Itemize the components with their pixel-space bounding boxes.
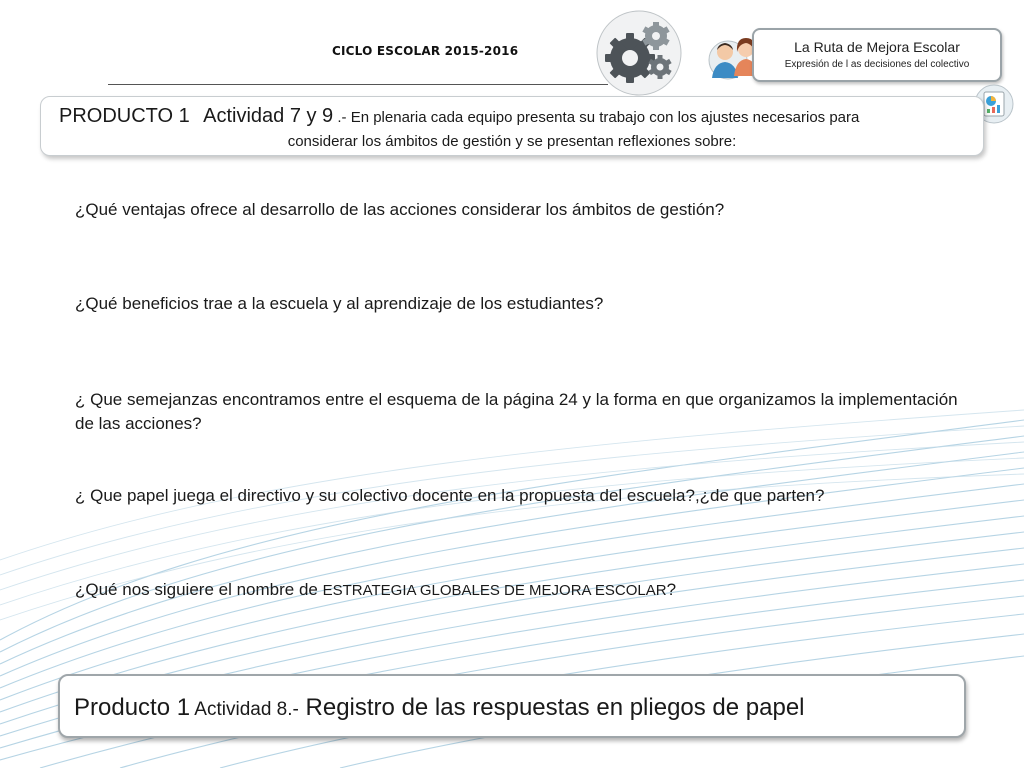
activity-description-line2: considerar los ámbitos de gestión y se presentan reflexiones sobre:	[287, 133, 737, 150]
activity-banner	[40, 96, 984, 156]
question-3: ¿ Que semejanzas encontramos entre el esquema de la página 24 y la forma en que organizamos la implementación de las acciones?	[75, 390, 958, 433]
program-brand-subtitle: Expresión de l as decisiones del colectivo	[784, 59, 970, 70]
question-5	[75, 578, 975, 603]
school-cycle-label: CICLO ESCOLAR 2015-2016	[332, 44, 519, 58]
footer-activity-text	[74, 694, 805, 722]
question-2: ¿Qué beneficios trae a la escuela y al aprendizaje de los estudiantes?	[75, 294, 604, 313]
gears-icon	[596, 10, 682, 96]
question-5-end: ?	[666, 580, 677, 599]
product-label: PRODUCTO 1	[59, 105, 190, 127]
activity-dash: .-	[333, 109, 347, 126]
activity-label: Actividad 7 y 9	[203, 105, 334, 127]
question-1: ¿Qué ventajas ofrece al desarrollo de las acciones considerar los ámbitos de gestión?	[75, 200, 725, 219]
program-brand-box	[752, 28, 1002, 82]
footer-product-label: Producto 1	[74, 694, 191, 721]
question-5-strategy-name: ESTRATEGIA GLOBALES DE MEJORA ESCOLAR	[322, 582, 667, 599]
footer-activity-banner	[58, 674, 966, 738]
footer-activity-label: Actividad 8	[190, 699, 288, 720]
activity-description: En plenaria cada equipo presenta su trabajo con los ajustes necesarios para	[346, 109, 860, 126]
question-4: ¿ Que papel juega el directivo y su colectivo docente en la propuesta del escuela?,¿de que parten?	[75, 486, 825, 505]
question-5-start: ¿Qué nos siguiere el nombre de	[75, 580, 323, 599]
footer-activity-dash: .-	[287, 699, 299, 720]
program-brand-title: La Ruta de Mejora Escolar	[794, 39, 960, 55]
activity-banner-line1	[59, 105, 859, 128]
footer-activity-description: Registro de las respuestas en pliegos de papel	[298, 694, 805, 721]
header-divider	[108, 84, 608, 85]
